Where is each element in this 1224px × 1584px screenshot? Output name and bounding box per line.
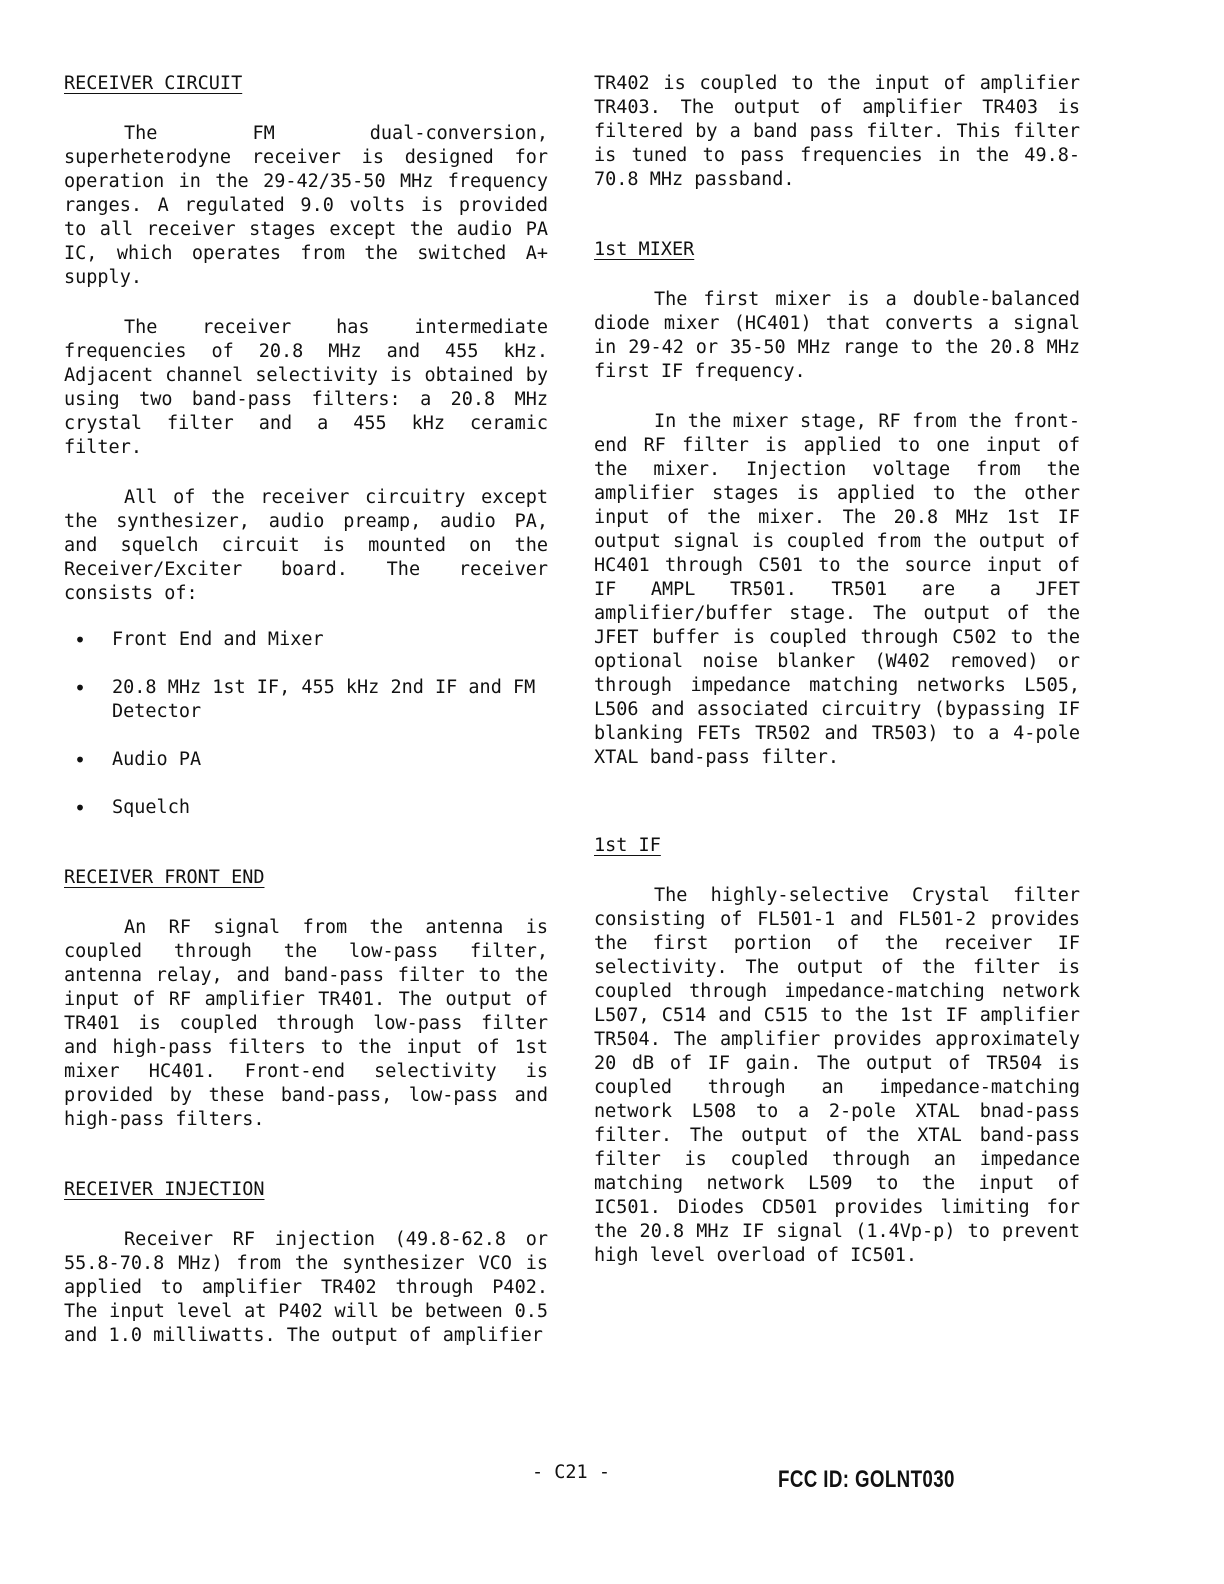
section-heading-receiver-front-end: RECEIVER FRONT END <box>64 867 265 888</box>
list-item-text: Audio PA <box>112 749 202 770</box>
paragraph: The first mixer is a double-balanced diode mixer (HC401) that converts a signal in 29-42 or 35-50 MHz range to the 20.8 MHz first IF frequency. <box>594 289 1080 382</box>
section-heading-first-mixer: 1st MIXER <box>594 239 695 260</box>
bullet-icon: • <box>74 796 87 820</box>
list-item-text: Squelch <box>112 797 190 818</box>
page-number: - C21 - <box>532 1462 610 1483</box>
receiver-components-list <box>64 628 548 820</box>
list-item-text: Front End and Mixer <box>112 629 324 650</box>
list-item-text: 20.8 MHz 1st IF, 455 kHz 2nd IF and FM Detector <box>112 677 536 722</box>
paragraph: Receiver RF injection (49.8-62.8 or 55.8-70.8 MHz) from the synthesizer VCO is applied to amplifier TR402 through P402. The input level at P402 will be between 0.5 and 1.0 milliwatts. The output of amplifier <box>64 1229 548 1346</box>
bullet-icon: • <box>74 628 87 652</box>
paragraph: All of the receiver circuitry except the synthesizer, audio preamp, audio PA, and squelch circuit is mounted on the Receiver/Exciter board. The receiver consists of: <box>64 487 548 604</box>
left-column <box>64 72 548 1348</box>
bullet-icon: • <box>74 748 87 772</box>
section-heading-receiver-injection: RECEIVER INJECTION <box>64 1179 265 1200</box>
paragraph: The receiver has intermediate frequencies of 20.8 MHz and 455 kHz. Adjacent channel selectivity is obtained by using two band-pass filters: a 20.8 MHz crystal filter and a 455 kHz ceramic filter. <box>64 317 548 458</box>
list-item <box>64 796 548 820</box>
paragraph: The highly-selective Crystal filter consisting of FL501-1 and FL501-2 provides the first portion of the receiver IF selectivity. The output of the filter is coupled through impedance-matching network L507, C514 and C515 to the 1st IF amplifier TR504. The amplifier provides approximately 20 dB of IF gain. The output of TR504 is coupled through an impedance-matching network L508 to a 2-pole XTAL bnad-pass filter. The output of the XTAL band-pass filter is coupled through an impedance matching network L509 to the input of IC501. Diodes CD501 provides limiting for the 20.8 MHz IF signal (1.4Vp-p) to prevent high level overload of IC501. <box>594 885 1080 1266</box>
bullet-icon: • <box>74 676 87 700</box>
paragraph-continuation: TR402 is coupled to the input of amplifier TR403. The output of amplifier TR403 is filtered by a band pass filter. This filter is tuned to pass frequencies in the 49.8-70.8 MHz passband. <box>594 73 1080 190</box>
fcc-id-label: FCC ID: GOLNT030 <box>778 1466 955 1493</box>
section-heading-receiver-circuit: RECEIVER CIRCUIT <box>64 73 243 94</box>
paragraph: In the mixer stage, RF from the front-end RF filter is applied to one input of the mixer. Injection voltage from the amplifier stages is applied to the other input of the mixer. The 20.8 MHz 1st IF output signal is coupled from the output of HC401 through C501 to the source input of IF AMPL TR501. TR501 are a JFET amplifier/buffer stage. The output of the JFET buffer is coupled through C502 to the optional noise blanker (W402 removed) or through impedance matching networks L505, L506 and associated circuitry (bypassing IF blanking FETs TR502 and TR503) to a 4-pole XTAL band-pass filter. <box>594 411 1080 768</box>
section-heading-first-if: 1st IF <box>594 835 661 856</box>
list-item <box>64 628 548 652</box>
paragraph: The FM dual-conversion, superheterodyne receiver is designed for operation in the 29-42/35-50 MHz frequency ranges. A regulated 9.0 volts is provided to all receiver stages except the audio PA IC, which operates from the switched A+ supply. <box>64 123 548 288</box>
list-item <box>64 748 548 772</box>
list-item <box>64 676 548 724</box>
paragraph: An RF signal from the antenna is coupled through the low-pass filter, antenna relay, and band-pass filter to the input of RF amplifier TR401. The output of TR401 is coupled through low-pass filter and high-pass filters to the input of 1st mixer HC401. Front-end selectivity is provided by these band-pass, low-pass and high-pass filters. <box>64 917 548 1130</box>
right-column <box>594 72 1080 1268</box>
